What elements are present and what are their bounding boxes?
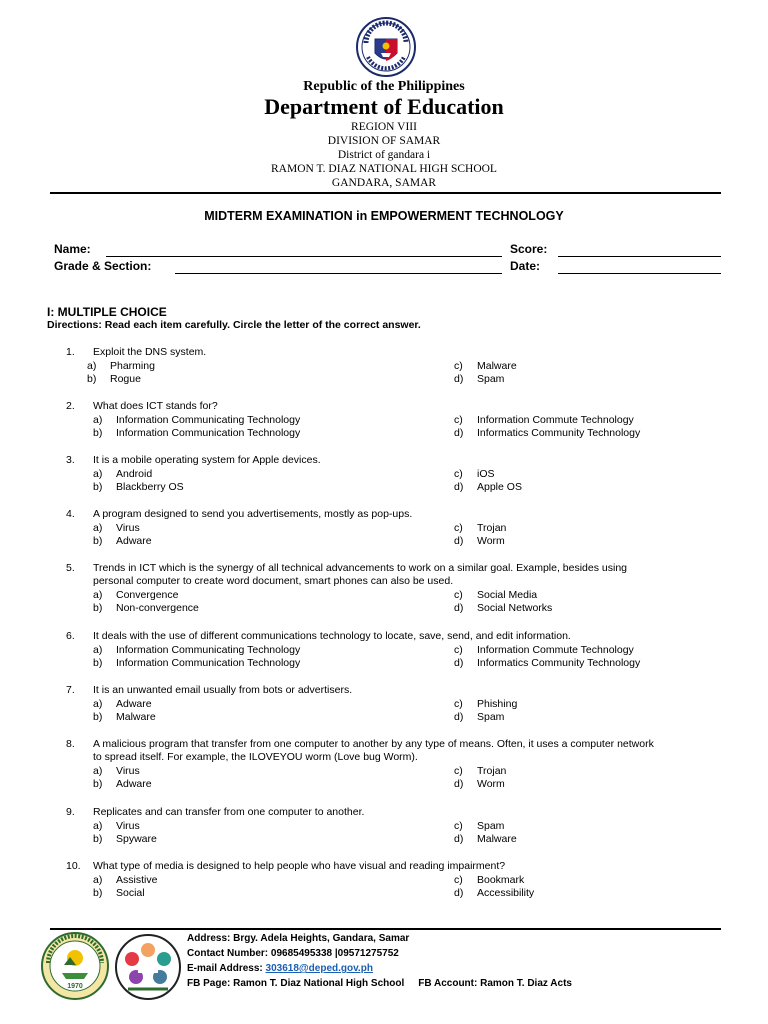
option-a-text: Information Communicating Technology [116, 644, 301, 656]
option-c-text: Phishing [477, 698, 518, 710]
option-a-text: Adware [116, 698, 152, 710]
option-c-text: Bookmark [477, 874, 525, 886]
option-d-letter[interactable]: d) [454, 373, 464, 385]
question-text: It is a mobile operating system for Apple devices. [93, 454, 321, 466]
option-b-text: Spyware [116, 833, 157, 845]
option-d-text: Spam [477, 373, 505, 385]
option-a-letter[interactable]: a) [93, 765, 103, 777]
option-a-letter[interactable]: a) [93, 414, 103, 426]
option-d-text: Social Networks [477, 602, 553, 614]
option-d-text: Worm [477, 535, 505, 547]
option-a-text: Virus [116, 765, 140, 777]
option-a-text: Android [116, 468, 153, 480]
footer-divider [50, 928, 721, 930]
option-c-letter[interactable]: c) [454, 765, 463, 777]
school-line: RAMON T. DIAZ NATIONAL HIGH SCHOOL [271, 163, 497, 175]
option-a-letter[interactable]: a) [87, 360, 97, 372]
option-d-text: Worm [477, 778, 505, 790]
option-c-text: Trojan [477, 765, 507, 777]
question-text: Exploit the DNS system. [93, 346, 207, 358]
option-b-text: Information Communication Technology [116, 657, 301, 669]
option-d-letter[interactable]: d) [454, 427, 464, 439]
question-text: What type of media is designed to help people who have visual and reading impairment? [93, 860, 506, 872]
option-c-letter[interactable]: c) [454, 522, 463, 534]
option-b-letter[interactable]: b) [93, 602, 103, 614]
question-number: 8. [66, 738, 75, 750]
option-b-letter[interactable]: b) [93, 711, 103, 723]
school-seal-icon [40, 931, 110, 1001]
question-text: A malicious program that transfer from one computer to another by any type of means. Often, it uses a computer network [93, 738, 654, 750]
name-label: Name: [54, 242, 91, 256]
option-c-letter[interactable]: c) [454, 414, 463, 426]
footer-address: Address: Brgy. Adela Heights, Gandara, Samar [187, 933, 410, 944]
option-a-letter[interactable]: a) [93, 644, 103, 656]
option-a-letter[interactable]: a) [93, 874, 103, 886]
option-d-text: Accessibility [477, 887, 535, 899]
question-number: 4. [66, 508, 75, 520]
question-text: personal computer to create word document, smart phones can also be used. [93, 575, 454, 587]
question-number: 7. [66, 684, 75, 696]
option-c-text: Malware [477, 360, 517, 372]
question-number: 5. [66, 562, 75, 574]
name-field-line[interactable] [106, 256, 502, 257]
option-a-letter[interactable]: a) [93, 468, 103, 480]
district-line: District of gandara i [337, 149, 431, 161]
footer-fb-line [187, 978, 572, 989]
department-heading: Department of Education [264, 94, 504, 119]
option-d-text: Informatics Community Technology [477, 427, 641, 439]
program-logo-icon [114, 933, 182, 1001]
option-c-letter[interactable]: c) [454, 874, 463, 886]
question-text: Replicates and can transfer from one computer to another. [93, 806, 365, 818]
option-b-letter[interactable]: b) [93, 535, 103, 547]
question-text: What does ICT stands for? [93, 400, 218, 412]
exam-title: MIDTERM EXAMINATION in EMPOWERMENT TECHNOLOGY [204, 209, 564, 223]
option-d-letter[interactable]: d) [454, 711, 464, 723]
footer-email-line [187, 963, 373, 974]
option-a-text: Information Communicating Technology [116, 414, 301, 426]
option-a-letter[interactable]: a) [93, 522, 103, 534]
fb-account: FB Account: Ramon T. Diaz Acts [418, 978, 572, 989]
option-c-text: Social Media [477, 589, 538, 601]
option-a-text: Assistive [116, 874, 158, 886]
question-text: A program designed to send you advertisements, mostly as pop-ups. [93, 508, 413, 520]
option-d-text: Spam [477, 711, 505, 723]
grade-section-label: Grade & Section: [54, 259, 152, 273]
option-c-letter[interactable]: c) [454, 820, 463, 832]
option-b-text: Blackberry OS [116, 481, 184, 493]
section-title: I: MULTIPLE CHOICE [47, 305, 167, 319]
option-b-text: Adware [116, 535, 152, 547]
question-text: It is an unwanted email usually from bots or advertisers. [93, 684, 353, 696]
option-c-text: Spam [477, 820, 505, 832]
question-text: Trends in ICT which is the synergy of all technical advancements to work on a similar goal. Example, besides using [93, 562, 628, 574]
option-b-text: Social [116, 887, 145, 899]
score-field-line[interactable] [558, 256, 721, 257]
republic-heading: Republic of the Philippines [303, 79, 465, 94]
question-number: 9. [66, 806, 75, 818]
option-d-text: Malware [477, 833, 517, 845]
header-divider [50, 192, 721, 194]
email-link[interactable]: 303618@deped.gov.ph [265, 963, 373, 974]
option-d-letter[interactable]: d) [454, 481, 464, 493]
option-b-letter[interactable]: b) [93, 481, 103, 493]
option-c-letter[interactable]: c) [454, 644, 463, 656]
division-line: DIVISION OF SAMAR [327, 135, 441, 147]
option-c-letter[interactable]: c) [454, 360, 463, 372]
option-c-text: Information Commute Technology [477, 644, 634, 656]
deped-seal-icon [356, 15, 416, 79]
question-number: 10. [66, 860, 81, 872]
option-d-letter[interactable]: d) [454, 778, 464, 790]
question-number: 3. [66, 454, 75, 466]
option-c-text: Information Commute Technology [477, 414, 634, 426]
option-b-text: Adware [116, 778, 152, 790]
date-field-line[interactable] [558, 273, 721, 274]
option-d-letter[interactable]: d) [454, 602, 464, 614]
option-a-text: Pharming [110, 360, 155, 372]
date-label: Date: [510, 259, 541, 273]
score-label: Score: [510, 242, 548, 256]
question-number: 1. [66, 346, 75, 358]
email-label: E-mail Address: [187, 963, 266, 974]
grade-section-field-line[interactable] [175, 273, 502, 274]
option-c-letter[interactable]: c) [454, 589, 463, 601]
option-b-text: Non-convergence [116, 602, 199, 614]
option-d-text: Apple OS [477, 481, 522, 493]
option-a-letter[interactable]: a) [93, 820, 103, 832]
option-d-letter[interactable]: d) [454, 535, 464, 547]
option-a-letter[interactable]: a) [93, 589, 103, 601]
option-b-letter[interactable]: b) [93, 427, 103, 439]
footer-contact: Contact Number: 09685495338 |09571275752 [187, 948, 399, 959]
svg-text:1970: 1970 [67, 983, 83, 990]
option-c-letter[interactable]: c) [454, 468, 463, 480]
question-number: 6. [66, 630, 75, 642]
option-b-letter[interactable]: b) [93, 887, 103, 899]
section-directions: Directions: Read each item carefully. Circle the letter of the correct answer. [47, 319, 421, 331]
question-number: 2. [66, 400, 75, 412]
fb-page: FB Page: Ramon T. Diaz National High School [187, 978, 405, 989]
option-a-letter[interactable]: a) [93, 698, 103, 710]
option-d-text: Informatics Community Technology [477, 657, 641, 669]
option-d-letter[interactable]: d) [454, 833, 464, 845]
option-b-letter[interactable]: b) [93, 778, 103, 790]
option-b-text: Information Communication Technology [116, 427, 301, 439]
region-line: REGION VIII [351, 121, 417, 133]
location-line: GANDARA, SAMAR [331, 177, 437, 189]
option-b-text: Rogue [110, 373, 141, 385]
option-c-text: iOS [477, 468, 495, 480]
option-b-letter[interactable]: b) [93, 833, 103, 845]
option-a-text: Virus [116, 820, 140, 832]
option-a-text: Convergence [116, 589, 179, 601]
option-a-text: Virus [116, 522, 140, 534]
question-text: to spread itself. For example, the ILOVEYOU worm (Love bug Worm). [93, 751, 418, 763]
option-c-text: Trojan [477, 522, 507, 534]
option-c-letter[interactable]: c) [454, 698, 463, 710]
option-b-text: Malware [116, 711, 156, 723]
question-text: It deals with the use of different communications technology to locate, save, send, and edit information. [93, 630, 571, 642]
option-b-letter[interactable]: b) [87, 373, 97, 385]
option-b-letter[interactable]: b) [93, 657, 103, 669]
option-d-letter[interactable]: d) [454, 657, 464, 669]
option-d-letter[interactable]: d) [454, 887, 464, 899]
